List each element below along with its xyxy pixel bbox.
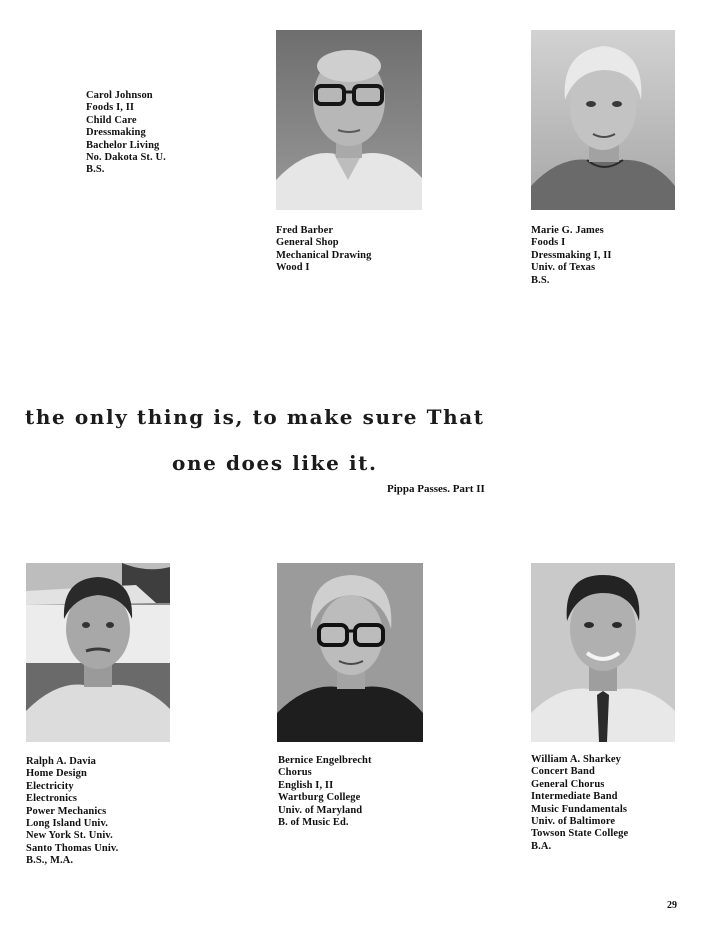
caption-line: Wood I (276, 262, 310, 274)
caption-ralph-davia (26, 756, 118, 868)
caption-line: Wartburg College (278, 792, 361, 804)
caption-line: Chorus (278, 767, 312, 779)
caption-carol-johnson (86, 90, 166, 177)
portrait-william-sharkey (531, 563, 675, 742)
caption-line: Univ. of Baltimore (531, 816, 616, 828)
caption-line: Foods I, II (86, 102, 135, 114)
caption-line: General Chorus (531, 778, 605, 790)
caption-line: Child Care (86, 114, 137, 126)
caption-line: Bernice Engelbrecht (278, 755, 372, 766)
portrait-bernice-engelbrecht (277, 563, 423, 742)
caption-bernice-engelbrecht (278, 755, 372, 829)
caption-line: Bachelor Living (86, 139, 160, 151)
caption-line: B.A. (531, 840, 552, 852)
caption-line: Dressmaking (86, 127, 146, 139)
caption-line: Music Fundamentals (531, 803, 628, 815)
quote-attribution: Pippa Passes. Part II (387, 483, 485, 495)
caption-line: Mechanical Drawing (276, 249, 372, 261)
quote-line-2: one does like it. (172, 451, 378, 475)
caption-line: B.S. (86, 164, 105, 176)
caption-line: Santo Thomas Univ. (26, 842, 119, 854)
caption-line: General Shop (276, 237, 339, 249)
caption-line: B.S. (531, 274, 550, 286)
caption-line: Electricity (26, 780, 74, 792)
caption-line: New York St. Univ. (26, 830, 113, 842)
caption-line: Long Island Univ. (26, 818, 108, 830)
caption-line: Marie G. James (531, 225, 604, 236)
portrait-marie-james (531, 30, 675, 210)
caption-line: Univ. of Texas (531, 262, 596, 274)
caption-line: Concert Band (531, 766, 595, 778)
caption-line: English I, II (278, 779, 334, 791)
caption-line: Intermediate Band (531, 791, 618, 803)
caption-line: Carol Johnson (86, 90, 153, 101)
caption-line: B.S., M.A. (26, 855, 74, 867)
caption-line: Univ. of Maryland (278, 804, 363, 816)
quote-line-1: the only thing is, to make sure That (25, 405, 485, 429)
caption-william-sharkey (531, 754, 628, 853)
caption-line: Foods I (531, 237, 566, 249)
portrait-ralph-davia (26, 563, 170, 742)
caption-marie-james (531, 225, 612, 287)
portrait-fred-barber (276, 30, 422, 210)
caption-line: Fred Barber (276, 225, 334, 236)
caption-line: Towson State College (531, 828, 629, 840)
caption-line: Power Mechanics (26, 805, 107, 817)
caption-line: Ralph A. Davia (26, 756, 96, 767)
page-number: 29 (667, 900, 677, 911)
caption-line: William A. Sharkey (531, 754, 621, 765)
caption-line: Dressmaking I, II (531, 249, 612, 261)
caption-line: B. of Music Ed. (278, 817, 349, 829)
caption-line: No. Dakota St. U. (86, 152, 166, 164)
caption-line: Home Design (26, 768, 87, 780)
caption-fred-barber (276, 225, 371, 275)
caption-line: Electronics (26, 793, 78, 805)
